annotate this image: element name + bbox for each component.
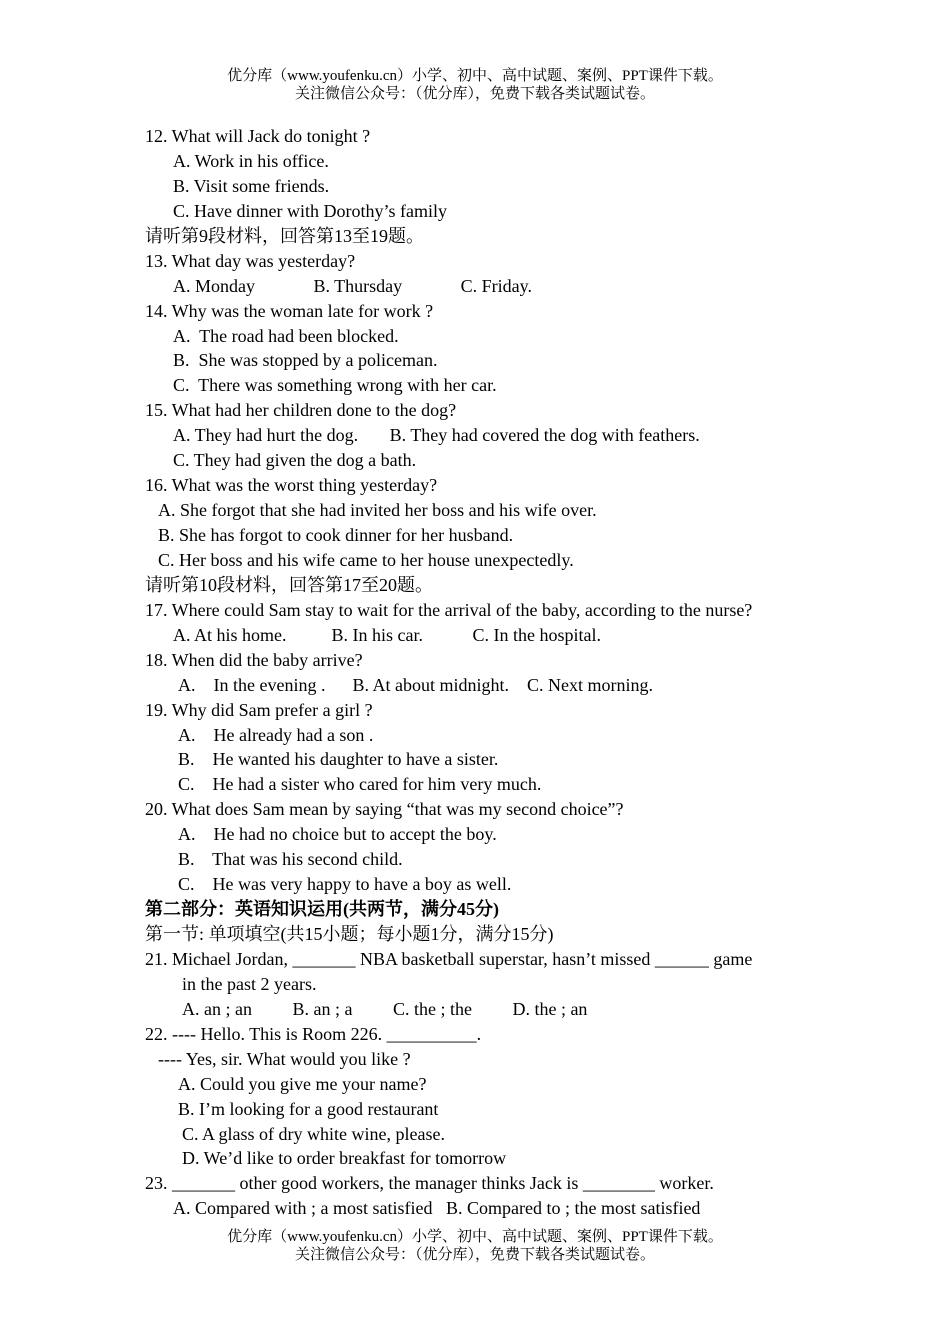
text-line: 23. _______ other good workers, the manager thinks Jack is ________ worker. [145,1173,714,1194]
text-line: 22. ---- Hello. This is Room 226. __________. [145,1023,482,1044]
text-line: C. There was something wrong with her car. [173,375,497,396]
text-line: 第二部分：英语知识运用(共两节，满分45分) [145,899,499,920]
text-line: 17. Where could Sam stay to wait for the arrival of the baby, according to the nurse? [145,599,753,620]
text-line: A. an ; an B. an ; a C. the ; the D. the ; an [182,998,588,1019]
text-line: ---- Yes, sir. What would you like ? [158,1048,411,1069]
text-line: 19. Why did Sam prefer a girl ? [145,699,373,720]
text-line: C. A glass of dry white wine, please. [182,1123,445,1144]
text-line: 请听第10段材料，回答第17至20题。 [145,574,433,595]
text-line: 13. What day was yesterday? [145,250,356,271]
page-footer [0,1228,950,1264]
text-line: C. They had given the dog a bath. [173,450,417,471]
text-line: 请听第9段材料，回答第13至19题。 [145,225,424,246]
text-line: A. Monday B. Thursday C. Friday. [173,275,532,296]
text-line: 16. What was the worst thing yesterday? [145,475,438,496]
text-line: B. She has forgot to cook dinner for her husband. [158,525,514,545]
text-line: A. The road had been blocked. [173,325,399,346]
text-line: A. Compared with ; a most satisfied B. Compared to ; the most satisfied [173,1198,701,1219]
text-line: 20. What does Sam mean by saying “that was my second choice”? [145,799,624,820]
text-line: A. Could you give me your name? [178,1073,427,1094]
header-line-2: 关注微信公众号：（优分库），免费下载各类试题试卷。 [294,86,655,102]
text-line: A. Work in his office. [173,150,329,171]
text-line: D. We’d like to order breakfast for tomorrow [182,1148,507,1169]
text-line: A. In the evening . B. At about midnight. C. Next morning. [178,674,653,695]
text-line: A. He already had a son . [178,724,374,745]
text-line: in the past 2 years. [182,973,317,994]
text-line: C. Her boss and his wife came to her house unexpectedly. [158,549,574,570]
text-line: A. At his home. B. In his car. C. In the hospital. [173,624,601,645]
text-line: C. He had a sister who cared for him very much. [178,774,542,795]
text-line: A. She forgot that she had invited her boss and his wife over. [158,500,597,521]
text-line: A. They had hurt the dog. B. They had covered the dog with feathers. [173,425,700,446]
text-line: C. He was very happy to have a boy as well. [178,874,512,895]
footer-line-2: 关注微信公众号：（优分库），免费下载各类试题试卷。 [294,1247,655,1263]
text-line: 21. Michael Jordan, _______ NBA basketball superstar, hasn’t missed ______ game [145,948,753,969]
text-line: B. She was stopped by a policeman. [173,350,438,371]
header-line-1: 优分库（www.youfenku.cn）小学、初中、高中试题、案例、PPT课件下载。 [227,68,723,84]
text-line: 第一节: 单项填空(共15小题；每小题1分，满分15分) [145,924,554,944]
text-line: 18. When did the baby arrive? [145,649,363,670]
text-line: 14. Why was the woman late for work ? [145,300,434,321]
text-line: B. I’m looking for a good restaurant [178,1098,439,1119]
footer-line-1: 优分库（www.youfenku.cn）小学、初中、高中试题、案例、PPT课件下载。 [227,1229,723,1245]
text-line: B. He wanted his daughter to have a sister. [178,749,499,770]
text-line: 12. What will Jack do tonight ? [145,126,371,146]
text-line: B. That was his second child. [178,849,403,870]
page-header [0,67,950,103]
text-line: 15. What had her children done to the dog? [145,400,457,421]
text-line: C. Have dinner with Dorothy’s family [173,200,447,221]
exam-content [145,124,825,1221]
text-line: B. Visit some friends. [173,175,330,196]
text-line: A. He had no choice but to accept the boy. [178,824,497,845]
